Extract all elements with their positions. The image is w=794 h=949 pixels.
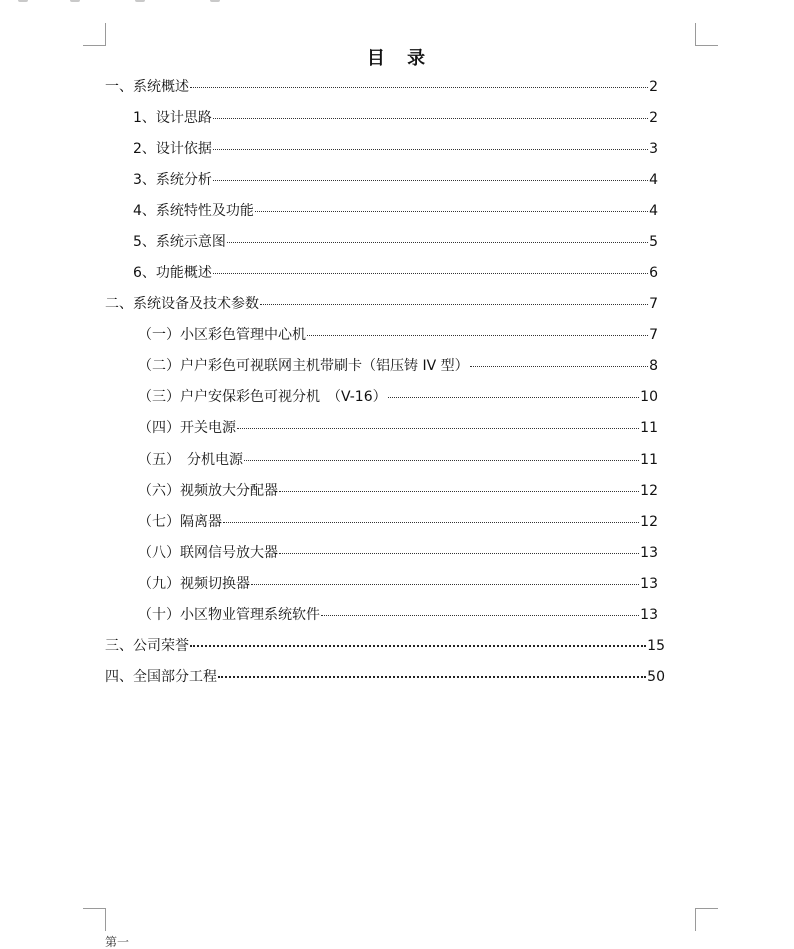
toc-entry[interactable] xyxy=(105,293,658,313)
toc-entry[interactable] xyxy=(133,107,658,127)
toc-entry-page: 10 xyxy=(640,389,658,405)
toolbar-tab xyxy=(70,0,80,2)
toc-dot-leader xyxy=(218,676,646,678)
toc-entry-page: 4 xyxy=(649,203,658,219)
toc-entry[interactable] xyxy=(105,76,658,96)
toc-entry-label: （十）小区物业管理系统软件 xyxy=(138,607,320,623)
toc-entry-label: （一）小区彩色管理中心机 xyxy=(138,327,306,343)
toc-entry-label: 4、系统特性及功能 xyxy=(133,203,254,219)
toolbar-tab xyxy=(18,0,28,2)
toc-entry-page: 12 xyxy=(640,514,658,530)
toc-entry-page: 11 xyxy=(640,420,658,436)
toolbar-tab xyxy=(135,0,145,2)
toc-dot-leader xyxy=(190,87,648,88)
toc-entry-label: （四）开关电源 xyxy=(138,420,236,436)
toc-entry[interactable] xyxy=(138,386,658,406)
page-corner-mark-top-left xyxy=(83,23,106,46)
toc-entry-label: 四、全国部分工程 xyxy=(105,669,217,685)
toc-entry-label: 二、系统设备及技术参数 xyxy=(105,296,259,312)
toc-entry-label: 3、系统分析 xyxy=(133,172,212,188)
toc-entry-page: 13 xyxy=(640,607,658,623)
toc-entry-page: 5 xyxy=(649,234,658,250)
toc-dot-leader xyxy=(388,397,640,398)
toc-dot-leader xyxy=(223,522,639,523)
toc-dot-leader xyxy=(307,335,648,336)
footer-text-fragment: 第一 xyxy=(105,935,130,949)
toc-dot-leader xyxy=(213,273,648,274)
toc-entry[interactable] xyxy=(138,542,658,562)
toc-entry-label: （九）视频切换器 xyxy=(138,576,250,592)
toc-entry-page: 8 xyxy=(649,358,658,374)
toc-entry-page: 11 xyxy=(640,452,658,468)
toc-entry[interactable] xyxy=(138,417,658,437)
toc-dot-leader xyxy=(213,149,648,150)
toc-entry[interactable] xyxy=(138,324,658,344)
toc-entry-label: 2、设计依据 xyxy=(133,141,212,157)
page-corner-mark-bottom-right xyxy=(695,908,718,931)
toc-entry[interactable] xyxy=(105,666,665,686)
toc-entry-page: 12 xyxy=(640,483,658,499)
toc-entry-label: （六）视频放大分配器 xyxy=(138,483,278,499)
toc-entry[interactable] xyxy=(138,573,658,593)
toc-dot-leader xyxy=(190,645,646,647)
toc-dot-leader xyxy=(213,118,648,119)
toc-entry-label: 6、功能概述 xyxy=(133,265,212,281)
toc-dot-leader xyxy=(321,615,639,616)
toc-entry[interactable] xyxy=(133,262,658,282)
toc-entry-page: 13 xyxy=(640,576,658,592)
toc-entry-label: （二）户户彩色可视联网主机带刷卡（铝压铸 IV 型） xyxy=(138,358,469,374)
toc-entry-label: 5、系统示意图 xyxy=(133,234,226,250)
toc-entry-page: 13 xyxy=(640,545,658,561)
toc-entry-page: 3 xyxy=(649,141,658,157)
toc-entry[interactable] xyxy=(133,200,658,220)
toc-entry[interactable] xyxy=(105,635,665,655)
toc-entry-page: 6 xyxy=(649,265,658,281)
toc-entry-label: 三、公司荣誉 xyxy=(105,638,189,654)
toc-dot-leader xyxy=(244,460,639,461)
toc-dot-leader xyxy=(260,304,648,305)
toc-entry[interactable] xyxy=(138,604,658,624)
toc-entry[interactable] xyxy=(138,355,658,375)
toc-entry-page: 50 xyxy=(647,669,665,685)
toc-entry-label: （八）联网信号放大器 xyxy=(138,545,278,561)
toc-entry-page: 4 xyxy=(649,172,658,188)
toc-dot-leader xyxy=(213,180,648,181)
toc-entry-label: 1、设计思路 xyxy=(133,110,212,126)
toc-dot-leader xyxy=(279,553,639,554)
toc-dot-leader xyxy=(251,584,639,585)
page-title: 目 录 xyxy=(366,48,428,69)
toc-entry[interactable] xyxy=(138,480,658,500)
toc-dot-leader xyxy=(237,428,639,429)
toc-entry-page: 2 xyxy=(649,79,658,95)
page-corner-mark-top-right xyxy=(695,23,718,46)
toc-dot-leader xyxy=(470,366,648,367)
toc-entry-page: 7 xyxy=(649,327,658,343)
toc-entry-label: （五） 分机电源 xyxy=(138,452,243,468)
toc-entry-page: 15 xyxy=(647,638,665,654)
toc-entry[interactable] xyxy=(133,169,658,189)
toc-dot-leader xyxy=(279,491,639,492)
toc-dot-leader xyxy=(227,242,648,243)
toc-entry[interactable] xyxy=(133,231,658,251)
toc-dot-leader xyxy=(255,211,648,212)
toc-entry-page: 2 xyxy=(649,110,658,126)
toc-entry-label: （七）隔离器 xyxy=(138,514,222,530)
toc-entry-label: 一、系统概述 xyxy=(105,79,189,95)
toc-entry-page: 7 xyxy=(649,296,658,312)
toolbar-tab xyxy=(210,0,220,2)
toc-entry-label: （三）户户安保彩色可视分机 （V-16） xyxy=(138,389,387,405)
toc-entry[interactable] xyxy=(138,449,658,469)
toc-entry[interactable] xyxy=(133,138,658,158)
page-corner-mark-bottom-left xyxy=(83,908,106,931)
toc-entry[interactable] xyxy=(138,511,658,531)
